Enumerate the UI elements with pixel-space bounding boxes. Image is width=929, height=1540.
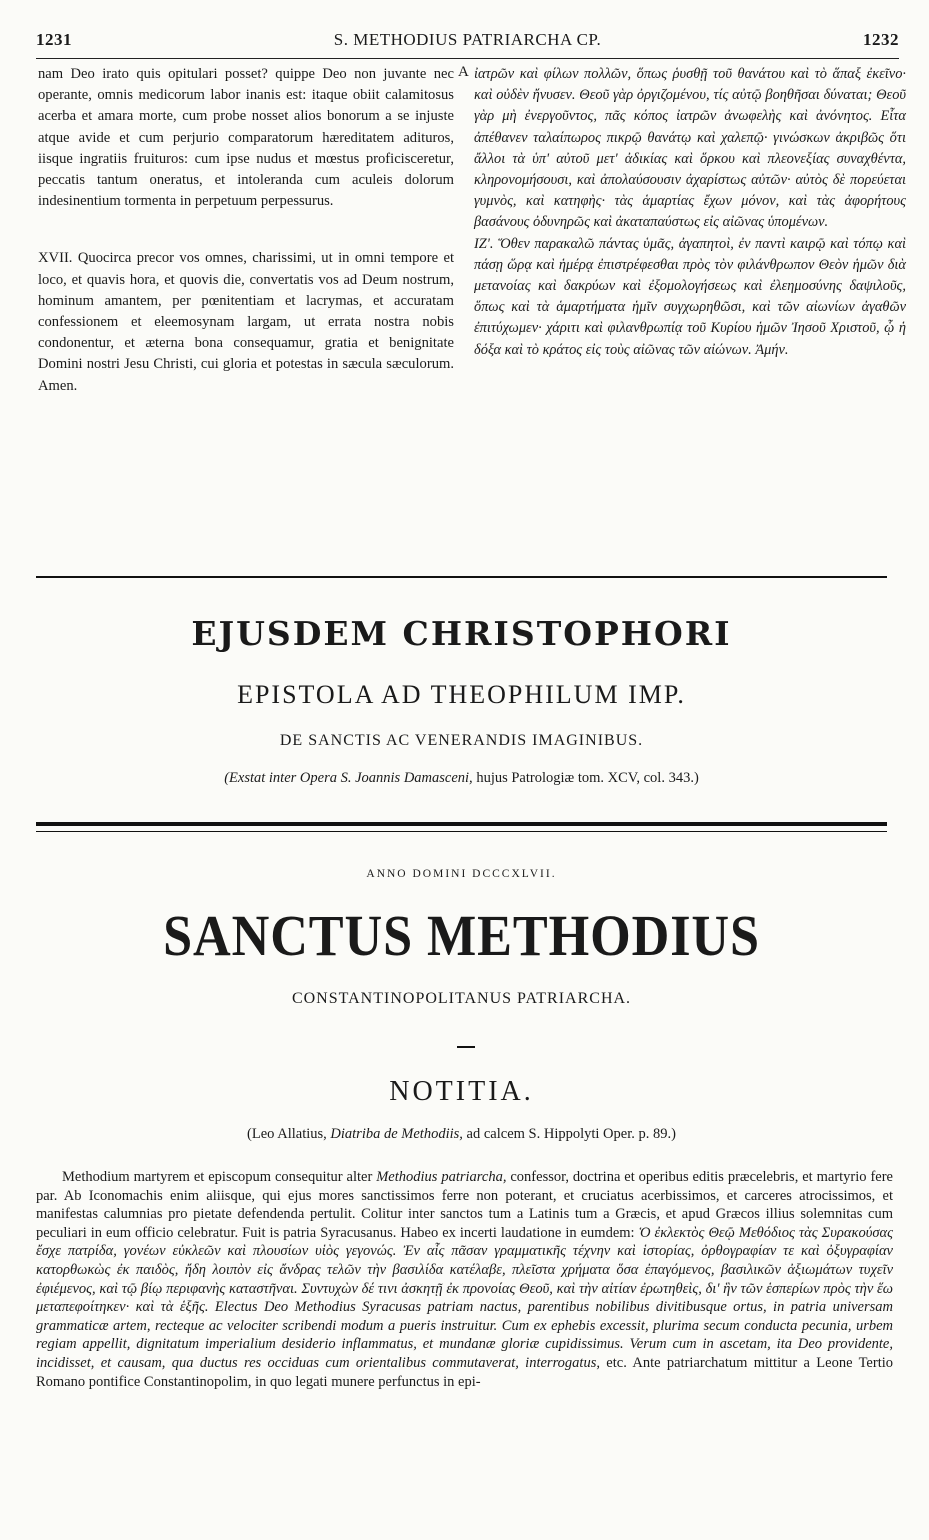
header-rule — [36, 58, 899, 59]
notitia-source-b: Diatriba de Methodiis, — [330, 1126, 463, 1142]
notitia-greek-quote: Ὁ ἐκλεκτὸς Θεῷ Μεθόδιος τὰς Συρακούσας ἔσχε πατρίδα, γονέων εὐκλεῶν καὶ πλουσίων υἱὸς γεγονώς. Ἐν αἷς πᾶσαν γραμματικῆς τέχνην καὶ ἱστορίας, ὀρθογραφίαν τε καὶ ὀξυγραφίαν κατορθωκὼς ἐκ παιδὸς, ἤδη λοιπὸν εἰς ἄνδρας τελῶν τὴν βασιλίδα κατέλαβε, πλεῖστα χρήματα ὅσα ἐπαγόμενος, βασιλικῶν ἀξιωμάτων τυχεῖν ἐφιέμενος, καὶ τῷ βίῳ περιφανὴς καταστῆναι. Συντυχὼν δέ τινι ἀσκητῇ ἐκ προνοίας Θεοῦ, καὶ τὴν αἰτίαν ἐρωτηθεὶς, δι' ἣν τῶν ἑσπερίων πρὸς τὴν ἕω μεταπεφοίτηκεν· καὶ τὰ ἑξῆς. — [36, 1224, 893, 1316]
latin-column — [38, 64, 454, 397]
section-source-italic: (Exstat inter Opera S. Joannis Damasceni, — [224, 770, 473, 786]
section-subsubtitle: DE SANCTIS AC VENERANDIS IMAGINIBUS. — [279, 732, 644, 749]
double-rule-thin — [36, 831, 887, 832]
margin-marker: A — [458, 64, 469, 80]
notitia-latin-translation: Electus Deo Methodius Syracusas patriam nactus, parentibus nobilibus divitibusque ortus, in patria universam grammaticæ artem, recteque ac velociter scribendi modum a pueris instruitur. Cum ex ephebis excessit, plurima secum conducta pecunia, urbem regiam appellit, dignitatum imperialium desiderio inflammatus, et mundanæ gloriæ cupidissimus. Verum cum in ascetam, ita Deo providente, incidisset, et causam, qua ductus res occiduas cum orientalibus commutaverat, interrogatus, — [36, 1299, 893, 1371]
section-source-rest: hujus Patrologiæ tom. XCV, col. 343.) — [472, 770, 699, 786]
notitia-text-2: Methodius patriarcha, — [376, 1169, 507, 1185]
notitia-source-a: (Leo Allatius, — [247, 1126, 331, 1142]
notitia-text-3: confessor, doctrina et operibus editis præcelebris, et martyrio fere par. Ab Iconomachis enim aliisque, qui ejus mores sanctissimos ferre non poterant, et cruciatus acerbissimos, et carceres atrocissimos, et manifestas calumnias pro pietate defendenda pertulit. Colitur inter sanctos tum a Latinis tum a Græcis, et apud Græcos illius solemnitas cum peculiari in eum officio celebratur. Fuit is patria Syracusanus. Habeo ex incerti laudatione in eumdem: — [36, 1169, 893, 1241]
main-subtitle: CONSTANTINOPOLITANUS PATRIARCHA. — [291, 990, 632, 1007]
running-title: S. METHODIUS PATRIARCHA CP. — [333, 30, 602, 49]
notitia-body — [36, 1168, 893, 1391]
left-page-number: 1231 — [36, 30, 72, 49]
latin-paragraph-1: nam Deo irato quis opitulari posset? quippe Deo non juvante nec operante, omnis medicorum labor inanis est: itaque obiit calamitosus acerba et amara morte, cum probe nosset alios bonorum a se injuste atque avide et cum perjurio comparatorum hæreditatem adituros, iisque ingratiis fruituros: cum ipse nudus et mœstus proficisceretur, peccatis tantum oneratus, et intoleranda cum aculeis dolorum indesinentium tormenta in perpetuum perpessurus. — [38, 66, 454, 210]
double-rule-thick — [36, 822, 887, 826]
section-source — [36, 770, 887, 787]
latin-paragraph-2: XVII. Quocirca precor vos omnes, charissimi, ut in omni tempore et loco, et quavis hora, et quovis die, convertatis vos ad Deum nostrum, hominum amantem, per pœnitentiam et lacrymas, et accuratam confessionem et eleemosynam largam, ut errata nostra nobis condonentur, et æterna bona consequamur, gratia et benignitate Domini nostri Jesu Christi, cui gloria et potestas in sæcula sæculorum. Amen. — [38, 250, 454, 394]
main-title: SANCTUS METHODIUS — [163, 903, 760, 968]
right-page-number: 1232 — [863, 30, 899, 49]
section-subtitle: EPISTOLA AD THEOPHILUM IMP. — [237, 680, 686, 709]
section-rule-top — [36, 576, 887, 578]
notitia-text-6: etc. Ante patriarchatum mittitur a Leone Tertio Romano pontifice Constantinopolim, in quo legati munere perfunctus in epi- — [36, 1354, 893, 1390]
notitia-heading: NOTITIA. — [389, 1076, 534, 1107]
running-head — [36, 30, 899, 56]
notitia-text-1: Methodium martyrem et episcopum consequitur alter — [62, 1169, 377, 1185]
section-title: EJUSDEM CHRISTOPHORI — [191, 614, 732, 653]
short-dash — [457, 1046, 475, 1048]
greek-paragraph-2: ΙΖ'. Ὅθεν παρακαλῶ πάντας ὑμᾶς, ἀγαπητοὶ, ἐν παντὶ καιρῷ καὶ τόπῳ καὶ πάσῃ ὥρᾳ καὶ ἡμέρᾳ ἐπιστρέφεσθαι πρὸς τὸν φιλάνθρωπον Θεὸν ἡμῶν διὰ μετανοίας καὶ δακρύων καὶ ἐξομολογήσεως καὶ ἐλεημοσύνης δαψιλοῦς, ὅπως καὶ τὰ ἁμαρτήματα ἡμῖν συγχωρηθῶσι, καὶ τῶν αἰωνίων ἀγαθῶν ἐπιτύχωμεν· χάριτι καὶ φιλανθρωπίᾳ τοῦ Κυρίου ἡμῶν Ἰησοῦ Χριστοῦ, ᾧ ἡ δόξα καὶ τὸ κράτος εἰς τοὺς αἰῶνας τῶν αἰώνων. Ἀμήν. — [474, 235, 906, 358]
greek-paragraph-1: ἰατρῶν καὶ φίλων πολλῶν, ὅπως ῥυσθῇ τοῦ θανάτου καὶ τὸ ἅπαξ ἐκεῖνο· καὶ οὐδὲν ἤνυσεν. Θεοῦ γὰρ ὀργιζομένου, τίς αὐτῷ βοηθῆσαι δύναται; Θεοῦ γὰρ μὴ ἐνεργοῦντος, πᾶς κόπος ἰατρῶν ἀνωφελὴς καὶ ἀνόνητος. Εἶτα ἀπέθανεν ταλαίπωρος πικρῷ θανάτῳ καὶ χαλεπῷ· γινώσκων ἀκριβῶς ὅτι ἄλλοι τὰ ὑπ' αὐτοῦ μετ' ἀδικίας καὶ ὅρκου καὶ πλεονεξίας συναχθέντα, κληρονομήσουσι, καὶ ἀπολαύσουσιν ἀχαρίστως αὐτῶν· αὐτὸς δὲ πορεύεται γυμνὸς, καὶ κατηφὴς· τὰς ἁμαρτίας ἔχων μόνον, καὶ τὰς ἀφορήτους βασάνους ὀδυνηρῶς καὶ ἀκαταπαύστως εἰς αἰῶνας ὑπομένων. — [474, 66, 906, 231]
anno-domini: ANNO DOMINI DCCCXLVII. — [366, 868, 557, 880]
notitia-source-c: ad calcem S. Hippolyti Oper. p. 89.) — [462, 1126, 676, 1142]
greek-column — [474, 64, 906, 361]
notitia-source — [36, 1126, 887, 1143]
